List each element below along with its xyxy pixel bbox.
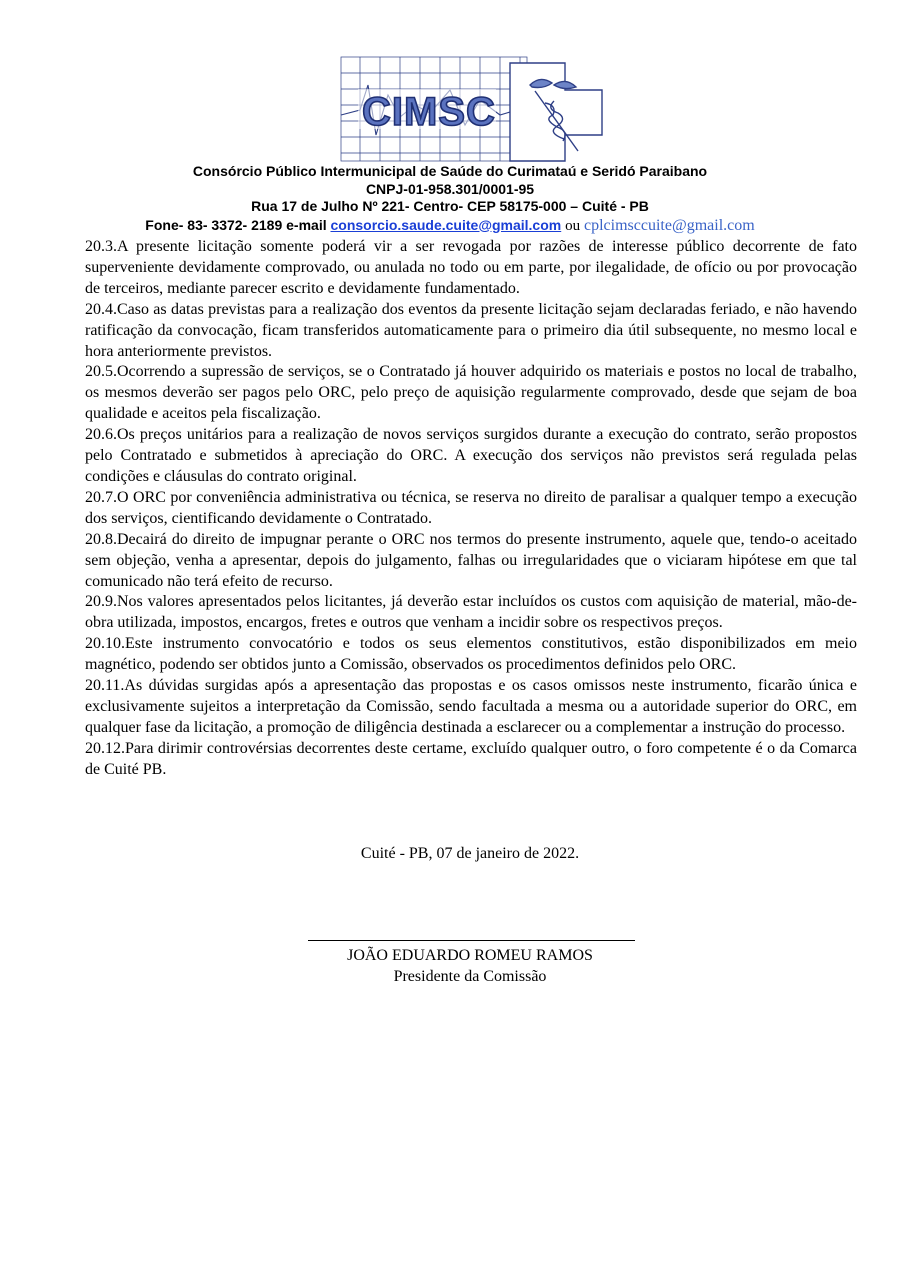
document-body — [85, 237, 857, 781]
signatory-name: JOÃO EDUARDO ROMEU RAMOS — [347, 947, 593, 964]
email-link-secondary[interactable]: cplcimsccuite@gmail.com — [584, 216, 755, 234]
paragraph-20-7: 20.7.O ORC por conveniência administrativa ou técnica, se reserva no direito de paralisar a qualquer tempo a execução dos serviços, cientificando devidamente o Contratado. — [85, 488, 857, 527]
paragraph-20-5: 20.5.Ocorrendo a supressão de serviços, se o Contratado já houver adquirido os materiais e postos no local de trabalho, os mesmos deverão ser pagos pelo ORC, pelo preço de aquisição regularmente comprovado, desde que sejam de boa qualidade e aceitos pela fiscalização. — [85, 363, 857, 423]
signature-line — [308, 940, 635, 941]
paragraph-20-11: 20.11.As dúvidas surgidas após a apresentação das propostas e os casos omissos neste instrumento, ficarão única e exclusivamente sujeitos a interpretação da Comissão, sendo facultada a mesma ou a autoridade superior do ORC, em qualquer fase da licitação, a promoção de diligência destinada a esclarecer ou a complementar a instrução do processo. — [85, 677, 857, 736]
letterhead — [0, 163, 900, 234]
cimsc-logo — [340, 55, 608, 163]
phone-label: Fone- 83- 3372- 2189 e-mail — [145, 216, 327, 233]
paragraph-20-10: 20.10.Este instrumento convocatório e todos os seus elementos constitutivos, estão disponibilizados em meio magnético, podendo ser obtidos junto a Comissão, observados os procedimentos definidos pelo ORC. — [85, 635, 857, 674]
contact-line — [0, 217, 900, 235]
paragraph-20-12: 20.12.Para dirimir controvérsias decorrentes deste certame, excluído qualquer outro, o foro competente é o da Comarca de Cuité PB. — [85, 739, 857, 778]
cnpj: CNPJ-01-958.301/0001-95 — [365, 180, 535, 197]
date-line: Cuité - PB, 07 de janeiro de 2022. — [360, 845, 580, 862]
or-text: ou — [565, 217, 581, 234]
signatory-role: Presidente da Comissão — [393, 968, 547, 985]
logo-text: CIMSC — [362, 90, 496, 134]
paragraph-20-6: 20.6.Os preços unitários para a realização de novos serviços surgidos durante a execução do contrato, serão propostos pelo Contratado e submetidos à apreciação do ORC. A execução dos serviços não previstos será regulada pelas condições e cláusulas do contrato original. — [85, 426, 857, 485]
paragraph-20-3: 20.3.A presente licitação somente poderá vir a ser revogada por razões de interesse público decorrente de fato superveniente devidamente comprovado, ou anulada no todo ou em parte, por ilegalidade, de ofício ou por provocação de terceiros, mediante parecer escrito e devidamente fundamentado. — [85, 238, 857, 297]
org-name: Consórcio Público Intermunicipal de Saúde do Curimataú e Seridó Paraibano — [192, 163, 708, 179]
paragraph-20-4: 20.4.Caso as datas previstas para a realização dos eventos da presente licitação sejam declaradas feriado, e não havendo ratificação da convocação, ficam transferidos automaticamente para o primeiro dia útil subsequente, no mesmo local e hora anteriormente previstos. — [85, 300, 857, 360]
paragraph-20-9: 20.9.Nos valores apresentados pelos licitantes, já deverão estar incluídos os custos com aquisição de material, mão-de-obra utilizada, impostos, encargos, fretes e outros que venham a incidir sobre os respectivos preços. — [85, 593, 857, 632]
address: Rua 17 de Julho Nº 221- Centro- CEP 58175-000 – Cuité - PB — [251, 198, 649, 214]
paragraph-20-8: 20.8.Decairá do direito de impugnar perante o ORC nos termos do presente instrumento, aquele que, tendo-o aceitado sem objeção, venha a apresentar, depois do julgamento, falhas ou irregularidades que o viciaram hipótese em que tal comunicado não terá efeito de recurso. — [85, 530, 857, 590]
email-link-primary[interactable]: consorcio.saude.cuite@gmail.com — [330, 216, 562, 233]
